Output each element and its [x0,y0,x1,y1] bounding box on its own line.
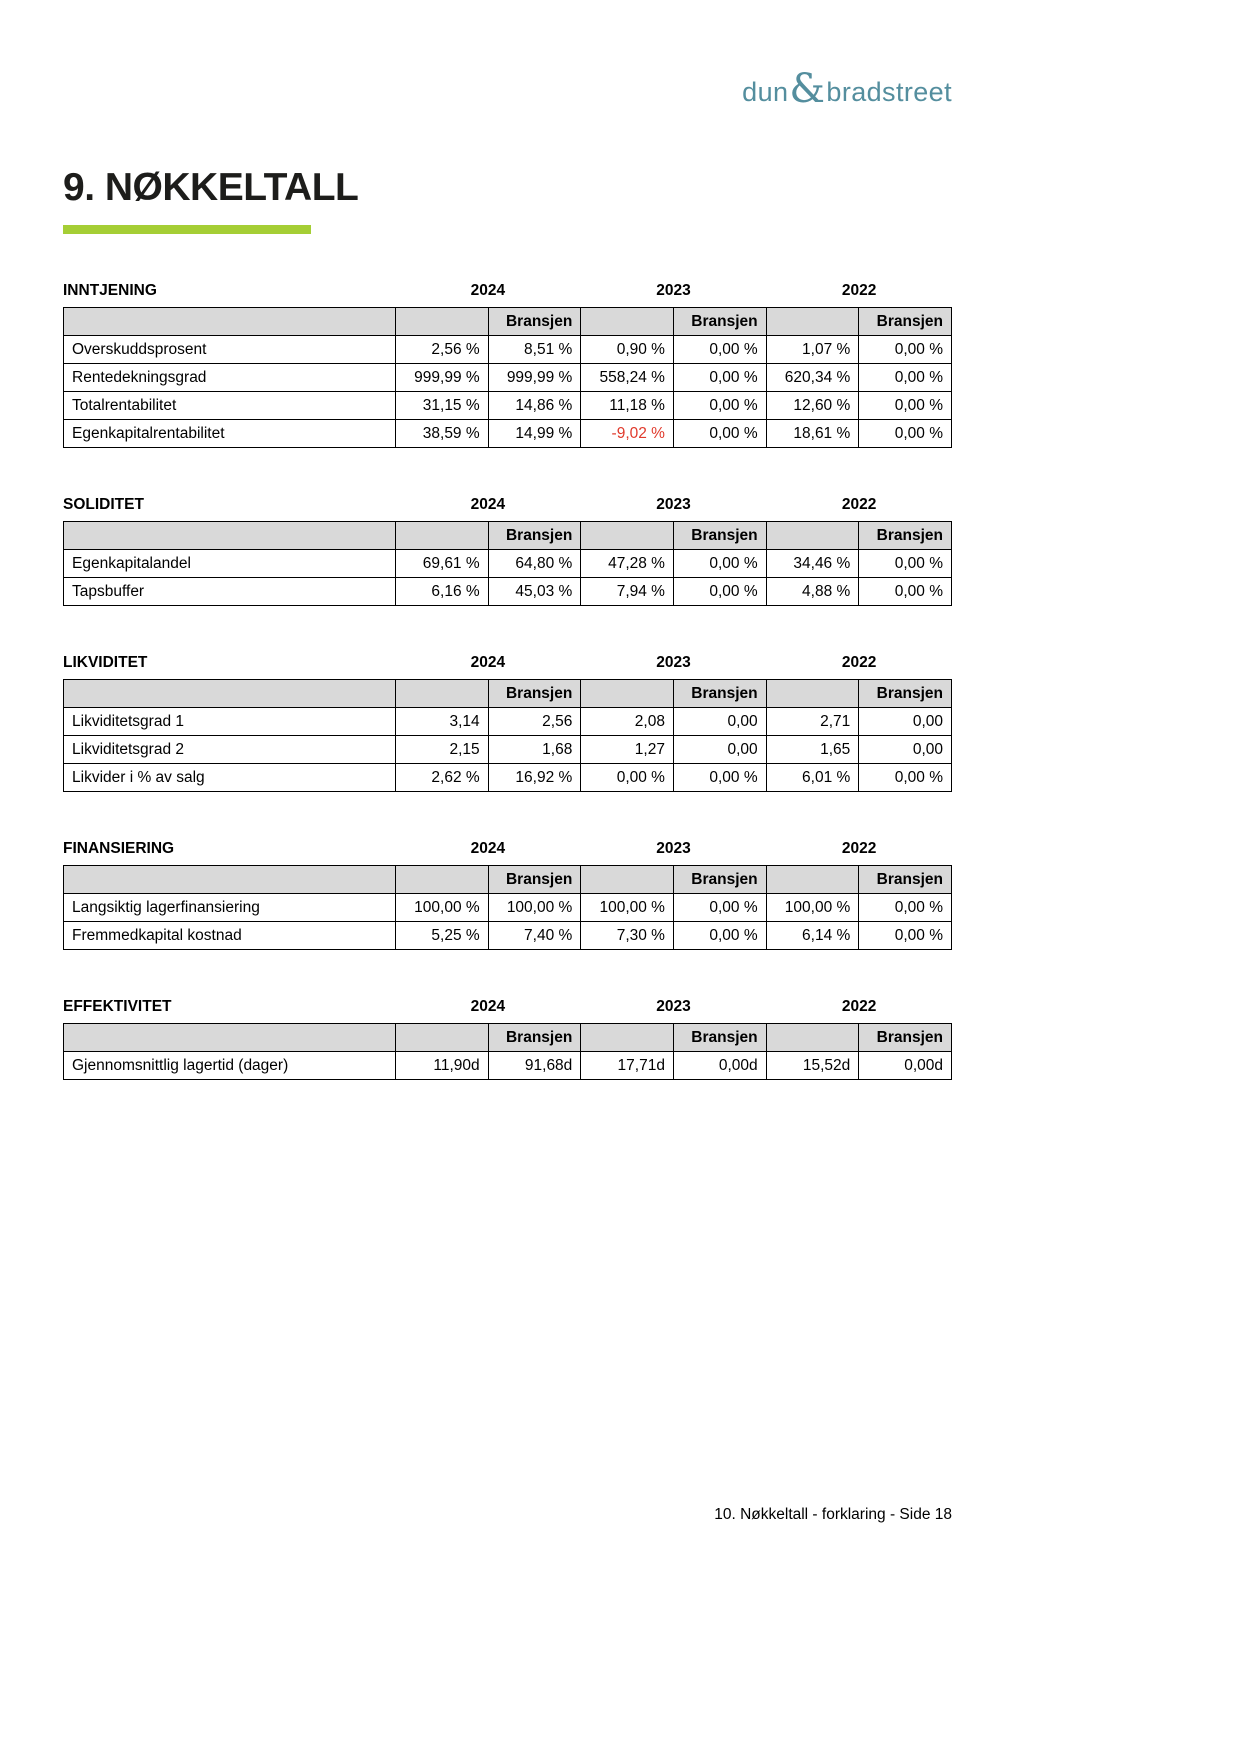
value-cell: 2,15 [396,736,489,764]
year-label: 2023 [656,840,691,857]
value-cell: 2,08 [581,708,674,736]
value-cell: 7,30 % [581,922,674,950]
value-cell: 620,34 % [766,364,859,392]
value-cell: 0,00 % [859,764,952,792]
header-cell [396,680,489,708]
logo-text-bradstreet: bradstreet [826,76,952,107]
table-header-row [64,866,952,894]
header [63,66,952,112]
header-cell [64,1024,396,1052]
row-label: Likvider i % av salg [64,764,396,792]
bransjen-header-cell: Bransjen [673,522,766,550]
table-row [64,922,952,950]
header-cell [64,522,396,550]
value-cell: 14,99 % [488,420,581,448]
accent-bar [63,225,311,234]
bransjen-header-cell: Bransjen [488,1024,581,1052]
section-inntjening [63,282,952,448]
header-cell [766,1024,859,1052]
value-cell: 0,00 % [673,550,766,578]
value-cell: 0,00 % [673,392,766,420]
value-cell: 999,99 % [488,364,581,392]
table-header-row [64,308,952,336]
value-cell: 16,92 % [488,764,581,792]
value-cell: 100,00 % [396,894,489,922]
value-cell: 31,15 % [396,392,489,420]
bransjen-header-cell: Bransjen [859,680,952,708]
table-row [64,336,952,364]
row-label: Fremmedkapital kostnad [64,922,396,950]
value-cell: 0,00 % [859,364,952,392]
value-cell: 0,00 [859,736,952,764]
value-cell: 1,65 [766,736,859,764]
bransjen-header-cell: Bransjen [488,866,581,894]
table-header-row [64,1024,952,1052]
value-cell: 0,00 % [859,922,952,950]
value-cell: 5,25 % [396,922,489,950]
value-cell: 0,00 % [673,922,766,950]
value-cell: 69,61 % [396,550,489,578]
value-cell: 0,00 % [673,764,766,792]
value-cell: 0,00 % [859,336,952,364]
data-table [63,1023,952,1080]
value-cell: 1,07 % [766,336,859,364]
year-label: 2023 [656,654,691,671]
header-cell [396,522,489,550]
value-cell: 6,16 % [396,578,489,606]
table-row [64,708,952,736]
table-row [64,392,952,420]
header-cell [396,308,489,336]
value-cell: 2,71 [766,708,859,736]
year-label: 2024 [470,654,506,671]
row-label: Egenkapitalrentabilitet [64,420,396,448]
header-cell [766,680,859,708]
value-cell: 0,00 [859,708,952,736]
row-label: Likviditetsgrad 2 [64,736,396,764]
value-cell: 45,03 % [488,578,581,606]
bransjen-header-cell: Bransjen [488,308,581,336]
header-cell [396,866,489,894]
value-cell: 14,86 % [488,392,581,420]
year-label: 2023 [656,282,691,299]
value-cell: 999,99 % [396,364,489,392]
bransjen-header-cell: Bransjen [673,866,766,894]
value-cell: 0,00 % [673,364,766,392]
header-cell [581,866,674,894]
header-cell [766,522,859,550]
value-cell: 1,68 [488,736,581,764]
year-label: 2022 [841,496,877,513]
value-cell: 17,71d [581,1052,674,1080]
table-row [64,578,952,606]
row-label: Langsiktig lagerfinansiering [64,894,396,922]
value-cell: 0,00 % [859,550,952,578]
table-row [64,364,952,392]
header-cell [766,308,859,336]
page-footer: 10. Nøkkeltall - forklaring - Side 18 [714,1506,952,1523]
value-cell: 6,14 % [766,922,859,950]
value-cell: 1,27 [581,736,674,764]
row-label: Totalrentabilitet [64,392,396,420]
header-cell [64,866,396,894]
table-row [64,764,952,792]
value-cell: 0,00 % [581,764,674,792]
value-cell: 0,00d [859,1052,952,1080]
value-cell: 38,59 % [396,420,489,448]
section-title: FINANSIERING [63,840,175,857]
sections [63,282,952,1080]
value-cell: 0,00 % [859,578,952,606]
dun-bradstreet-logo [742,66,952,112]
table-row [64,736,952,764]
section-title: INNTJENING [63,282,157,299]
value-cell: 4,88 % [766,578,859,606]
header-cell [581,680,674,708]
value-cell: 100,00 % [766,894,859,922]
bransjen-header-cell: Bransjen [673,308,766,336]
value-cell: 12,60 % [766,392,859,420]
value-cell: 18,61 % [766,420,859,448]
year-label: 2022 [841,840,877,857]
bransjen-header-cell: Bransjen [859,522,952,550]
value-cell: 3,14 [396,708,489,736]
data-table [63,865,952,950]
value-cell: 47,28 % [581,550,674,578]
value-cell: 0,00 % [859,392,952,420]
value-cell: 8,51 % [488,336,581,364]
year-label: 2024 [470,496,506,513]
ampersand-icon: & [789,66,826,112]
year-label: 2024 [470,998,506,1015]
year-label: 2023 [656,998,691,1015]
logo-text-dun: dun [742,76,789,107]
table-header-row [64,680,952,708]
value-cell: 0,00 % [673,578,766,606]
year-label: 2022 [841,282,877,299]
section-title: EFFEKTIVITET [63,998,172,1015]
bransjen-header-cell: Bransjen [673,1024,766,1052]
bransjen-header-cell: Bransjen [673,680,766,708]
row-label: Likviditetsgrad 1 [64,708,396,736]
header-cell [396,1024,489,1052]
row-label: Tapsbuffer [64,578,396,606]
table-row [64,550,952,578]
section-header-row [63,840,952,858]
value-cell: 100,00 % [488,894,581,922]
bransjen-header-cell: Bransjen [488,522,581,550]
bransjen-header-cell: Bransjen [859,308,952,336]
table-row [64,1052,952,1080]
table-header-row [64,522,952,550]
value-cell: 0,00 % [673,336,766,364]
value-cell: 11,18 % [581,392,674,420]
value-cell: 558,24 % [581,364,674,392]
value-cell: 0,00 % [859,894,952,922]
value-cell: 11,90d [396,1052,489,1080]
value-cell: 0,00 [673,708,766,736]
section-likviditet [63,654,952,792]
value-cell: 2,56 % [396,336,489,364]
value-cell: 15,52d [766,1052,859,1080]
value-cell: 0,00d [673,1052,766,1080]
year-label: 2022 [841,654,877,671]
value-cell: 100,00 % [581,894,674,922]
year-label: 2024 [470,282,506,299]
data-table [63,679,952,792]
value-cell: 6,01 % [766,764,859,792]
header-cell [64,308,396,336]
table-row [64,894,952,922]
row-label: Rentedekningsgrad [64,364,396,392]
row-label: Egenkapitalandel [64,550,396,578]
value-cell: 0,00 [673,736,766,764]
value-cell: 64,80 % [488,550,581,578]
value-cell: 0,00 % [673,894,766,922]
page-content [63,0,952,1080]
bransjen-header-cell: Bransjen [859,866,952,894]
bransjen-header-cell: Bransjen [859,1024,952,1052]
value-cell: -9,02 % [581,420,674,448]
row-label: Overskuddsprosent [64,336,396,364]
table-row [64,420,952,448]
data-table [63,307,952,448]
value-cell: 7,94 % [581,578,674,606]
value-cell: 7,40 % [488,922,581,950]
value-cell: 0,90 % [581,336,674,364]
value-cell: 0,00 % [673,420,766,448]
header-cell [581,522,674,550]
header-cell [64,680,396,708]
header-cell [581,308,674,336]
row-label: Gjennomsnittlig lagertid (dager) [64,1052,396,1080]
year-label: 2024 [470,840,506,857]
value-cell: 34,46 % [766,550,859,578]
header-cell [766,866,859,894]
value-cell: 0,00 % [859,420,952,448]
section-header-row [63,282,952,300]
bransjen-header-cell: Bransjen [488,680,581,708]
section-header-row [63,496,952,514]
value-cell: 2,56 [488,708,581,736]
data-table [63,521,952,606]
value-cell: 2,62 % [396,764,489,792]
section-finansiering [63,840,952,950]
page-title: 9. NØKKELTALL [63,166,359,209]
value-cell: 91,68d [488,1052,581,1080]
section-title: LIKVIDITET [63,654,148,671]
year-label: 2023 [656,496,691,513]
section-effektivitet [63,998,952,1080]
section-soliditet [63,496,952,606]
header-cell [581,1024,674,1052]
section-header-row [63,998,952,1016]
section-header-row [63,654,952,672]
year-label: 2022 [841,998,877,1015]
section-title: SOLIDITET [63,496,144,513]
